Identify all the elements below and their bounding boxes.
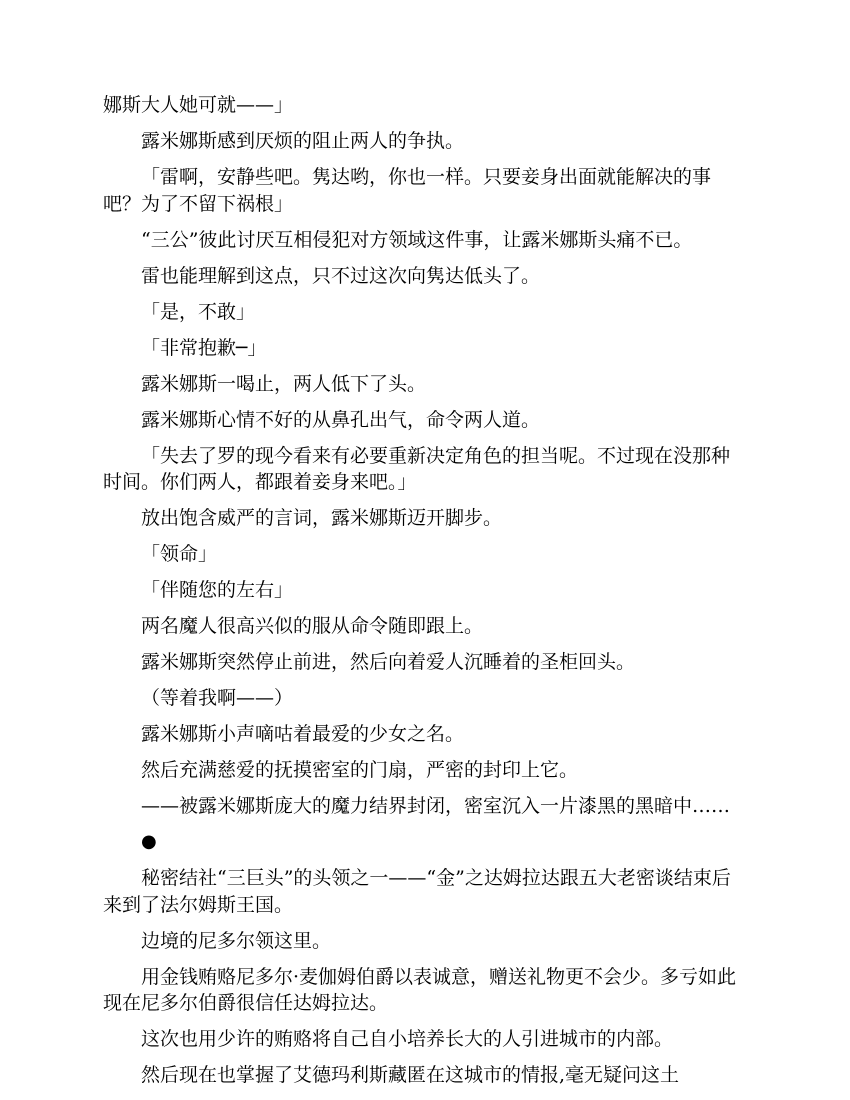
body-text bbox=[103, 92, 748, 1098]
paragraph: 放出饱含威严的言词，露米娜斯迈开脚步。 bbox=[141, 507, 503, 529]
paragraph: 「失去了罗的现今看来有必要重新决定角色的担当呢。不过现在没那种时间。你们两人，都跟着妾身来吧。」 bbox=[103, 444, 731, 493]
paragraph: 然后充满慈爱的抚摸密室的门扇，严密的封印上它。 bbox=[141, 759, 579, 781]
paragraph: 露米娜斯小声嘀咕着最爱的少女之名。 bbox=[141, 723, 465, 745]
paragraph: 然后现在也掌握了艾德玛利斯藏匿在这城市的情报,毫无疑问这土 bbox=[141, 1064, 680, 1086]
paragraph: 秘密结社“三巨头”的头领之一——“金”之达姆拉达跟五大老密谈结束后来到了法尔姆斯王国。 bbox=[103, 867, 731, 916]
paragraph: 露米娜斯一喝止，两人低下了头。 bbox=[141, 372, 427, 395]
paragraph: 这次也用少许的贿赂将自己自小培养长大的人引进城市的内部。 bbox=[141, 1028, 674, 1050]
paragraph: 露米娜斯心情不好的从鼻孔出气，命令两人道。 bbox=[141, 408, 541, 431]
paragraph: 娜斯大人她可就——」 bbox=[103, 94, 294, 116]
paragraph: 两名魔人很高兴似的服从命令随即跟上。 bbox=[141, 615, 484, 637]
paragraph: 「非常抱歉─」 bbox=[141, 336, 267, 359]
paragraph: 「是，不敢」 bbox=[141, 300, 256, 323]
paragraph: 边境的尼多尔领这里。 bbox=[141, 929, 332, 952]
paragraph: 「雷啊，安静些吧。隽达哟，你也一样。只要妾身出面就能解决的事吧？为了不留下祸根」 bbox=[103, 166, 712, 215]
paragraph: 「领命」 bbox=[141, 543, 218, 565]
paragraph: 雷也能理解到这点，只不过这次向隽达低头了。 bbox=[141, 264, 541, 287]
paragraph: 露米娜斯感到厌烦的阻止两人的争执。 bbox=[141, 130, 465, 152]
section-break-bullet: ● bbox=[141, 831, 157, 852]
paragraph: （等着我啊——） bbox=[141, 687, 294, 709]
paragraph: ——被露米娜斯庞大的魔力结界封闭，密室沉入一片漆黑的黑暗中…… bbox=[141, 795, 731, 817]
paragraph: 用金钱贿赂尼多尔·麦伽姆伯爵以表诚意，赠送礼物更不会少。多亏如此现在尼多尔伯爵很信任达姆拉达。 bbox=[103, 965, 737, 1014]
paragraph: “三公”彼此讨厌互相侵犯对方领域这件事，让露米娜斯头痛不已。 bbox=[141, 228, 693, 251]
paragraph: 「伴随您的左右」 bbox=[141, 579, 294, 601]
paragraph: 露米娜斯突然停止前进，然后向着爱人沉睡着的圣柜回头。 bbox=[141, 651, 636, 673]
